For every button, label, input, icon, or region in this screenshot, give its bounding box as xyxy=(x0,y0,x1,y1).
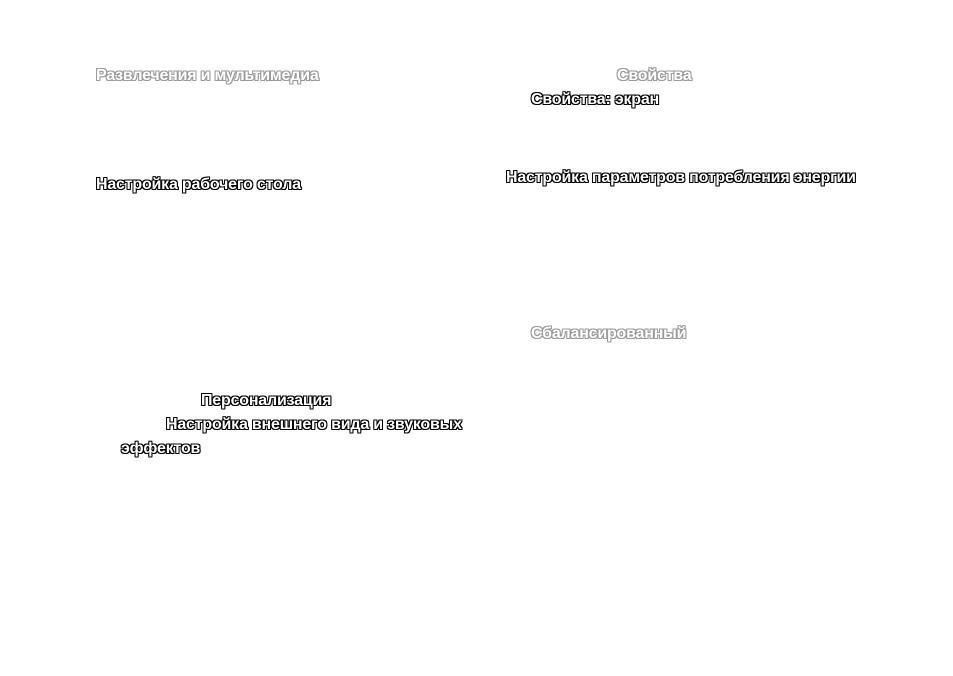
appearance-sounds-description-line2: эффектов xyxy=(121,440,201,457)
properties-label: Свойства xyxy=(617,67,692,84)
entertainment-multimedia-heading: Развлечения и мультимедиа xyxy=(96,67,319,84)
personalization-label: Персонализация xyxy=(201,392,332,409)
desktop-settings-heading: Настройка рабочего стола xyxy=(96,176,301,193)
properties-display-label: Свойства: экран xyxy=(531,91,660,108)
appearance-sounds-description-line1: Настройка внешнего вида и звуковых xyxy=(166,416,462,433)
power-settings-heading: Настройка параметров потребления энергии xyxy=(506,169,856,186)
balanced-power-plan-label: Сбалансированный xyxy=(531,325,687,342)
